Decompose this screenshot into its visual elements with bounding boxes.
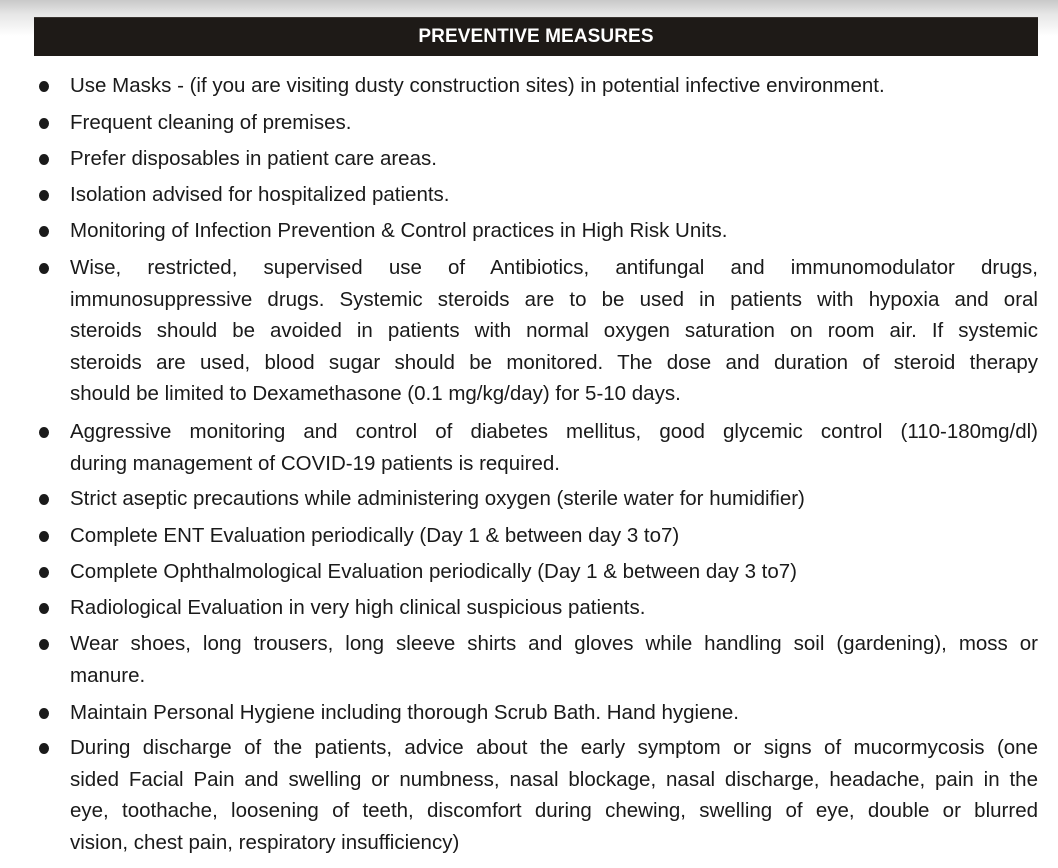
list-item-line: Complete Ophthalmological Evaluation periodically (Day 1 & between day 3 to7) [70, 560, 798, 583]
bullet-icon [39, 81, 49, 92]
list-item-line: Wise, restricted, supervised use of Antibiotics, antifungal and immunomodulator drugs, [70, 256, 1038, 279]
list-item-line: Monitoring of Infection Prevention & Control practices in High Risk Units. [70, 219, 728, 242]
bullet-icon [39, 190, 49, 201]
list-item-text [70, 143, 1038, 175]
list-item-text [70, 179, 1038, 211]
list-item-line: Maintain Personal Hygiene including thorough Scrub Bath. Hand hygiene. [70, 701, 739, 724]
list-item-line: during management of COVID-19 patients is required. [70, 451, 560, 475]
bullet-icon [39, 708, 49, 719]
list-item-line: Frequent cleaning of premises. [70, 111, 352, 134]
list-item-line: Aggressive monitoring and control of diabetes mellitus, good glycemic control (110-180mg/dl) [70, 420, 1038, 443]
list-item-text [70, 252, 1038, 410]
bullet-icon [39, 427, 49, 438]
list-item-line: vision, chest pain, respiratory insufficiency) [70, 830, 460, 854]
list-item-line: Isolation advised for hospitalized patients. [70, 183, 450, 206]
list-item-text [70, 592, 1038, 624]
list-item-line: should be limited to Dexamethasone (0.1 mg/kg/day) for 5-10 days. [70, 382, 681, 405]
list-item-text [70, 215, 1038, 247]
list-item-line: Prefer disposables in patient care areas. [70, 147, 437, 170]
list-item-text [70, 732, 1038, 858]
list-item-text [70, 107, 1038, 139]
list-item-line: steroids should be avoided in patients with normal oxygen saturation on room air. If systemic [70, 319, 1038, 342]
list-item-line: steroids are used, blood sugar should be monitored. The dose and duration of steroid therapy [70, 350, 1038, 374]
bullet-icon [39, 118, 49, 129]
list-item-line: Use Masks - (if you are visiting dusty construction sites) in potential infective environment. [70, 74, 885, 97]
list-item-line: Strict aseptic precautions while administering oxygen (sterile water for humidifier) [70, 487, 805, 510]
bullet-icon [39, 567, 49, 578]
list-item-text [70, 416, 1038, 479]
list-item-line: sided Facial Pain and swelling or numbness, nasal blockage, nasal discharge, headache, pain in the [70, 767, 1038, 791]
bullet-icon [39, 743, 49, 754]
list-item-line: immunosuppressive drugs. Systemic steroids are to be used in patients with hypoxia and oral [70, 287, 1038, 311]
list-item-line: Wear shoes, long trousers, long sleeve shirts and gloves while handling soil (gardening), moss or [70, 632, 1038, 655]
list-item-line: Radiological Evaluation in very high clinical suspicious patients. [70, 596, 646, 619]
list-item-text [70, 483, 1038, 515]
section-title: PREVENTIVE MEASURES [418, 26, 654, 47]
list-item-line: eye, toothache, loosening of teeth, discomfort during chewing, swelling of eye, double or blurred [70, 799, 1038, 822]
list-item-text [70, 520, 1038, 552]
list-item-line: manure. [70, 663, 146, 687]
bullet-icon [39, 531, 49, 542]
bullet-icon [39, 603, 49, 614]
list-item-text [70, 697, 1038, 729]
bullet-icon [39, 639, 49, 650]
list-item-line: Complete ENT Evaluation periodically (Day 1 & between day 3 to7) [70, 524, 680, 547]
list-item-text [70, 628, 1038, 691]
list-item-text [70, 70, 1038, 102]
list-item-text [70, 556, 1038, 588]
bullet-icon [39, 263, 49, 274]
section-header-bar [34, 17, 1038, 56]
bullet-icon [39, 226, 49, 237]
list-item-line: During discharge of the patients, advice about the early symptom or signs of mucormycosis (one [70, 736, 1038, 759]
bullet-icon [39, 154, 49, 165]
bullet-icon [39, 494, 49, 505]
